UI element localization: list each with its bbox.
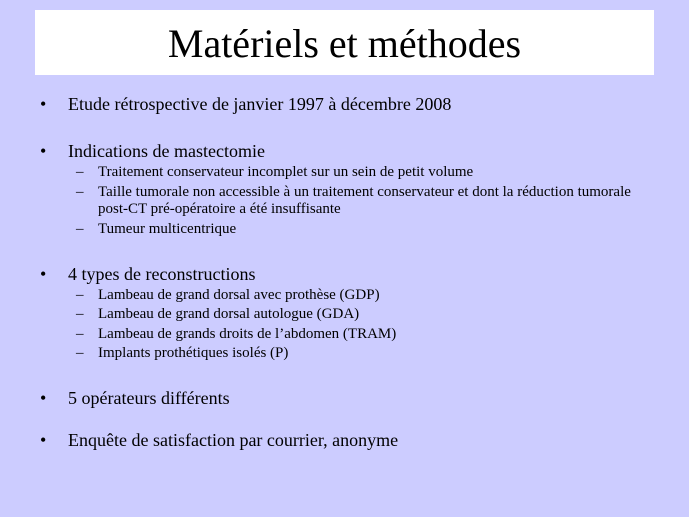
bullet-text: Etude rétrospective de janvier 1997 à décembre 2008 [68,94,452,114]
bullet-text: 4 types de reconstructions [68,264,256,284]
dash-icon: – [76,326,84,342]
dash-icon: – [76,184,84,200]
sub-bullet-text: Lambeau de grand dorsal autologue (GDA) [98,306,360,322]
bullet-icon: • [40,388,47,408]
sub-bullet-text: Lambeau de grand dorsal avec prothèse (GDP) [98,287,380,303]
bullet-icon: • [40,264,47,284]
bullet-icon: • [40,430,47,450]
dash-icon: – [76,345,84,361]
sub-bullet-text: Implants prothétiques isolés (P) [98,345,289,361]
bullet-text: Enquête de satisfaction par courrier, anonyme [68,430,399,450]
sub-bullet-text: Traitement conservateur incomplet sur un sein de petit volume [98,164,474,180]
bullet-icon: • [40,141,47,161]
sub-bullet-text: Taille tumorale non accessible à un traitement conservateur et dont la réduction tumorale post-CT pré-opératoire a été insuffisante [98,184,631,217]
bullet-text: Indications de mastectomie [68,141,265,161]
dash-icon: – [76,306,84,322]
dash-icon: – [76,287,84,303]
dash-icon: – [76,221,84,237]
bullet-icon: • [40,94,47,114]
sub-bullet-text: Lambeau de grands droits de l’abdomen (TRAM) [98,326,397,342]
slide-title: Matériels et méthodes [167,20,522,66]
dash-icon: – [76,164,84,180]
bullet-text: 5 opérateurs différents [68,388,230,408]
sub-bullet-text: Tumeur multicentrique [98,221,237,237]
